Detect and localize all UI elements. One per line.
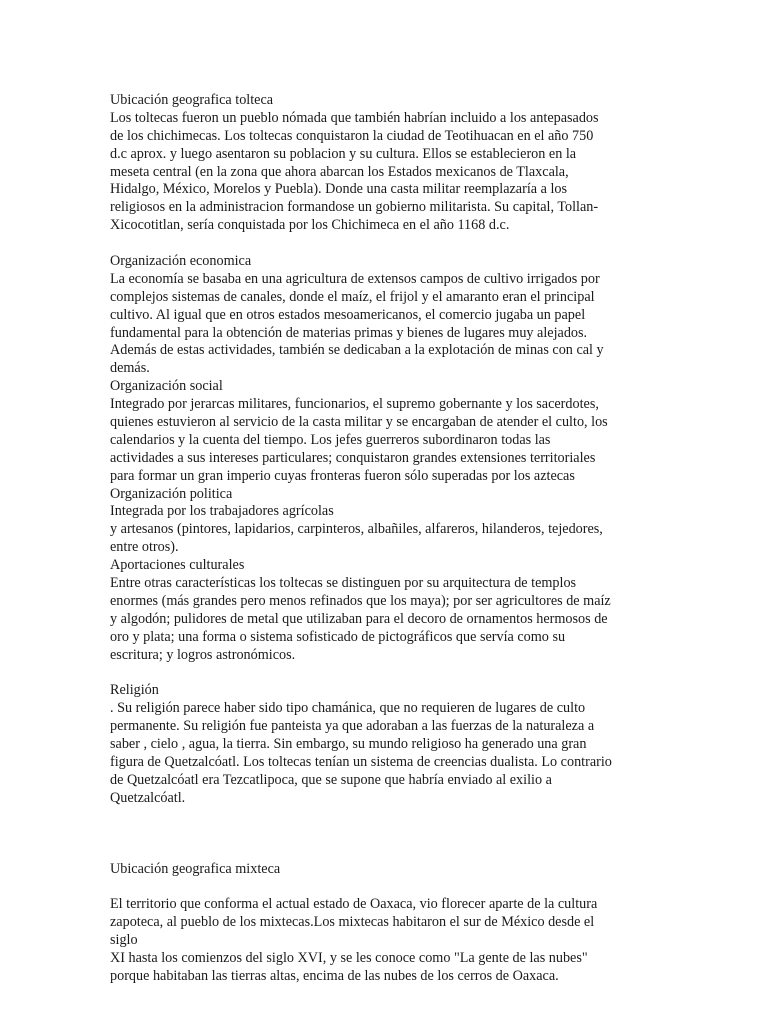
- section-heading: Ubicación geografica mixteca: [110, 860, 281, 877]
- paragraph-line: d.c aprox. y luego asentaron su poblacion y su cultura. Ellos se establecieron en la: [110, 145, 577, 162]
- section-heading: Organización politica: [110, 485, 233, 502]
- paragraph-line: actividades a sus intereses particulares; conquistaron grandes extensiones territoriales: [110, 449, 596, 466]
- section-ubicacion-tolteca: [110, 92, 658, 235]
- paragraph-line: XI hasta los comienzos del siglo XVI, y se les conoce como "La gente de las nubes": [110, 950, 588, 967]
- paragraph-line: zapoteca, al pueblo de los mixtecas.Los mixtecas habitaron el sur de México desde el: [110, 914, 595, 931]
- section-organizacion-politica: [110, 486, 658, 558]
- section-religion: [110, 682, 658, 807]
- section-ubicacion-mixteca: [110, 861, 658, 986]
- paragraph-line: La economía se basaba en una agricultura de extensos campos de cultivo irrigados por: [110, 270, 600, 287]
- paragraph-line: demás.: [110, 360, 150, 377]
- section-organizacion-social: [110, 378, 658, 485]
- paragraph-line: fundamental para la obtención de materias primas y bienes de lugares muy alejados.: [110, 324, 588, 341]
- paragraph-line: meseta central (en la zona que ahora abarcan los Estados mexicanos de Tlaxcala,: [110, 163, 569, 180]
- paragraph-line: para formar un gran imperio cuyas fronteras fueron sólo superadas por los aztecas: [110, 467, 575, 484]
- paragraph-line: siglo: [110, 932, 138, 949]
- paragraph-line: cultivo. Al igual que en otros estados mesoamericanos, el comercio jugaba un papel: [110, 306, 586, 323]
- paragraph-line: porque habitaban las tierras altas, encima de las nubes de los cerros de Oaxaca.: [110, 967, 559, 984]
- paragraph-line: saber , cielo , agua, la tierra. Sin embargo, su mundo religioso ha generado una gran: [110, 736, 587, 753]
- paragraph-line: Hidalgo, México, Morelos y Puebla). Donde una casta militar reemplazaría a los: [110, 181, 568, 198]
- paragraph-line: entre otros).: [110, 539, 179, 556]
- blank-line: [110, 879, 658, 897]
- paragraph-line: Además de estas actividades, también se dedicaban a la explotación de minas con cal y: [110, 342, 604, 359]
- paragraph-line: complejos sistemas de canales, donde el maíz, el frijol y el amaranto eran el principal: [110, 288, 595, 305]
- paragraph-line: . Su religión parece haber sido tipo chamánica, que no requieren de lugares de culto: [110, 700, 586, 717]
- paragraph-line: Entre otras características los toltecas se distinguen por su arquitectura de templos: [110, 575, 577, 592]
- section-heading: Ubicación geografica tolteca: [110, 92, 274, 108]
- blank-space: [110, 808, 658, 861]
- paragraph-line: Xicocotitlan, sería conquistada por los Chichimeca en el año 1168 d.c.: [110, 217, 510, 234]
- section-heading: Organización social: [110, 378, 223, 395]
- paragraph-line: Integrado por jerarcas militares, funcionarios, el supremo gobernante y los sacerdotes,: [110, 396, 599, 413]
- paragraph-line: enormes (más grandes pero menos refinados que los maya); por ser agricultores de maíz: [110, 592, 611, 609]
- blank-line: [110, 235, 658, 253]
- paragraph-line: Los toltecas fueron un pueblo nómada que también habrían incluido a los antepasados: [110, 109, 599, 126]
- paragraph-line: El territorio que conforma el actual estado de Oaxaca, vio florecer aparte de la cultura: [110, 896, 598, 913]
- paragraph-line: y artesanos (pintores, lapidarios, carpinteros, albañiles, alfareros, hilanderos, tejedores,: [110, 521, 603, 538]
- section-aportaciones-culturales: [110, 557, 658, 664]
- paragraph-line: de Quetzalcóatl era Tezcatlipoca, que se supone que habría enviado al exilio a: [110, 771, 552, 788]
- section-heading: Aportaciones culturales: [110, 557, 245, 574]
- section-heading: Religión: [110, 682, 159, 699]
- paragraph-line: Integrada por los trabajadores agrícolas: [110, 503, 334, 520]
- document-page: [110, 92, 658, 986]
- paragraph-line: y algodón; pulidores de metal que utilizaban para el decoro de ornamentos hermosos de: [110, 610, 608, 627]
- paragraph-line: escritura; y logros astronómicos.: [110, 646, 296, 663]
- paragraph-line: de los chichimecas. Los toltecas conquistaron la ciudad de Teotihuacan en el año 750: [110, 127, 594, 144]
- paragraph-line: religiosos en la administracion formandose un gobierno militarista. Su capital, Tollan-: [110, 199, 599, 216]
- paragraph-line: Quetzalcóatl.: [110, 789, 186, 806]
- paragraph-line: calendarios y la cuenta del tiempo. Los jefes guerreros subordinaron todas las: [110, 431, 551, 448]
- paragraph-line: quienes estuvieron al servicio de la casta militar y se encargaban de atender el culto, los: [110, 414, 608, 431]
- paragraph-line: figura de Quetzalcóatl. Los toltecas tenían un sistema de creencias dualista. Lo contrario: [110, 753, 612, 770]
- paragraph-line: permanente. Su religión fue panteista ya que adoraban a las fuerzas de la naturaleza a: [110, 718, 595, 735]
- blank-line: [110, 665, 658, 683]
- paragraph-line: oro y plata; una forma o sistema sofisticado de pictográficos que servía como su: [110, 628, 566, 645]
- section-organizacion-economica: [110, 253, 658, 378]
- section-heading: Organización economica: [110, 253, 252, 270]
